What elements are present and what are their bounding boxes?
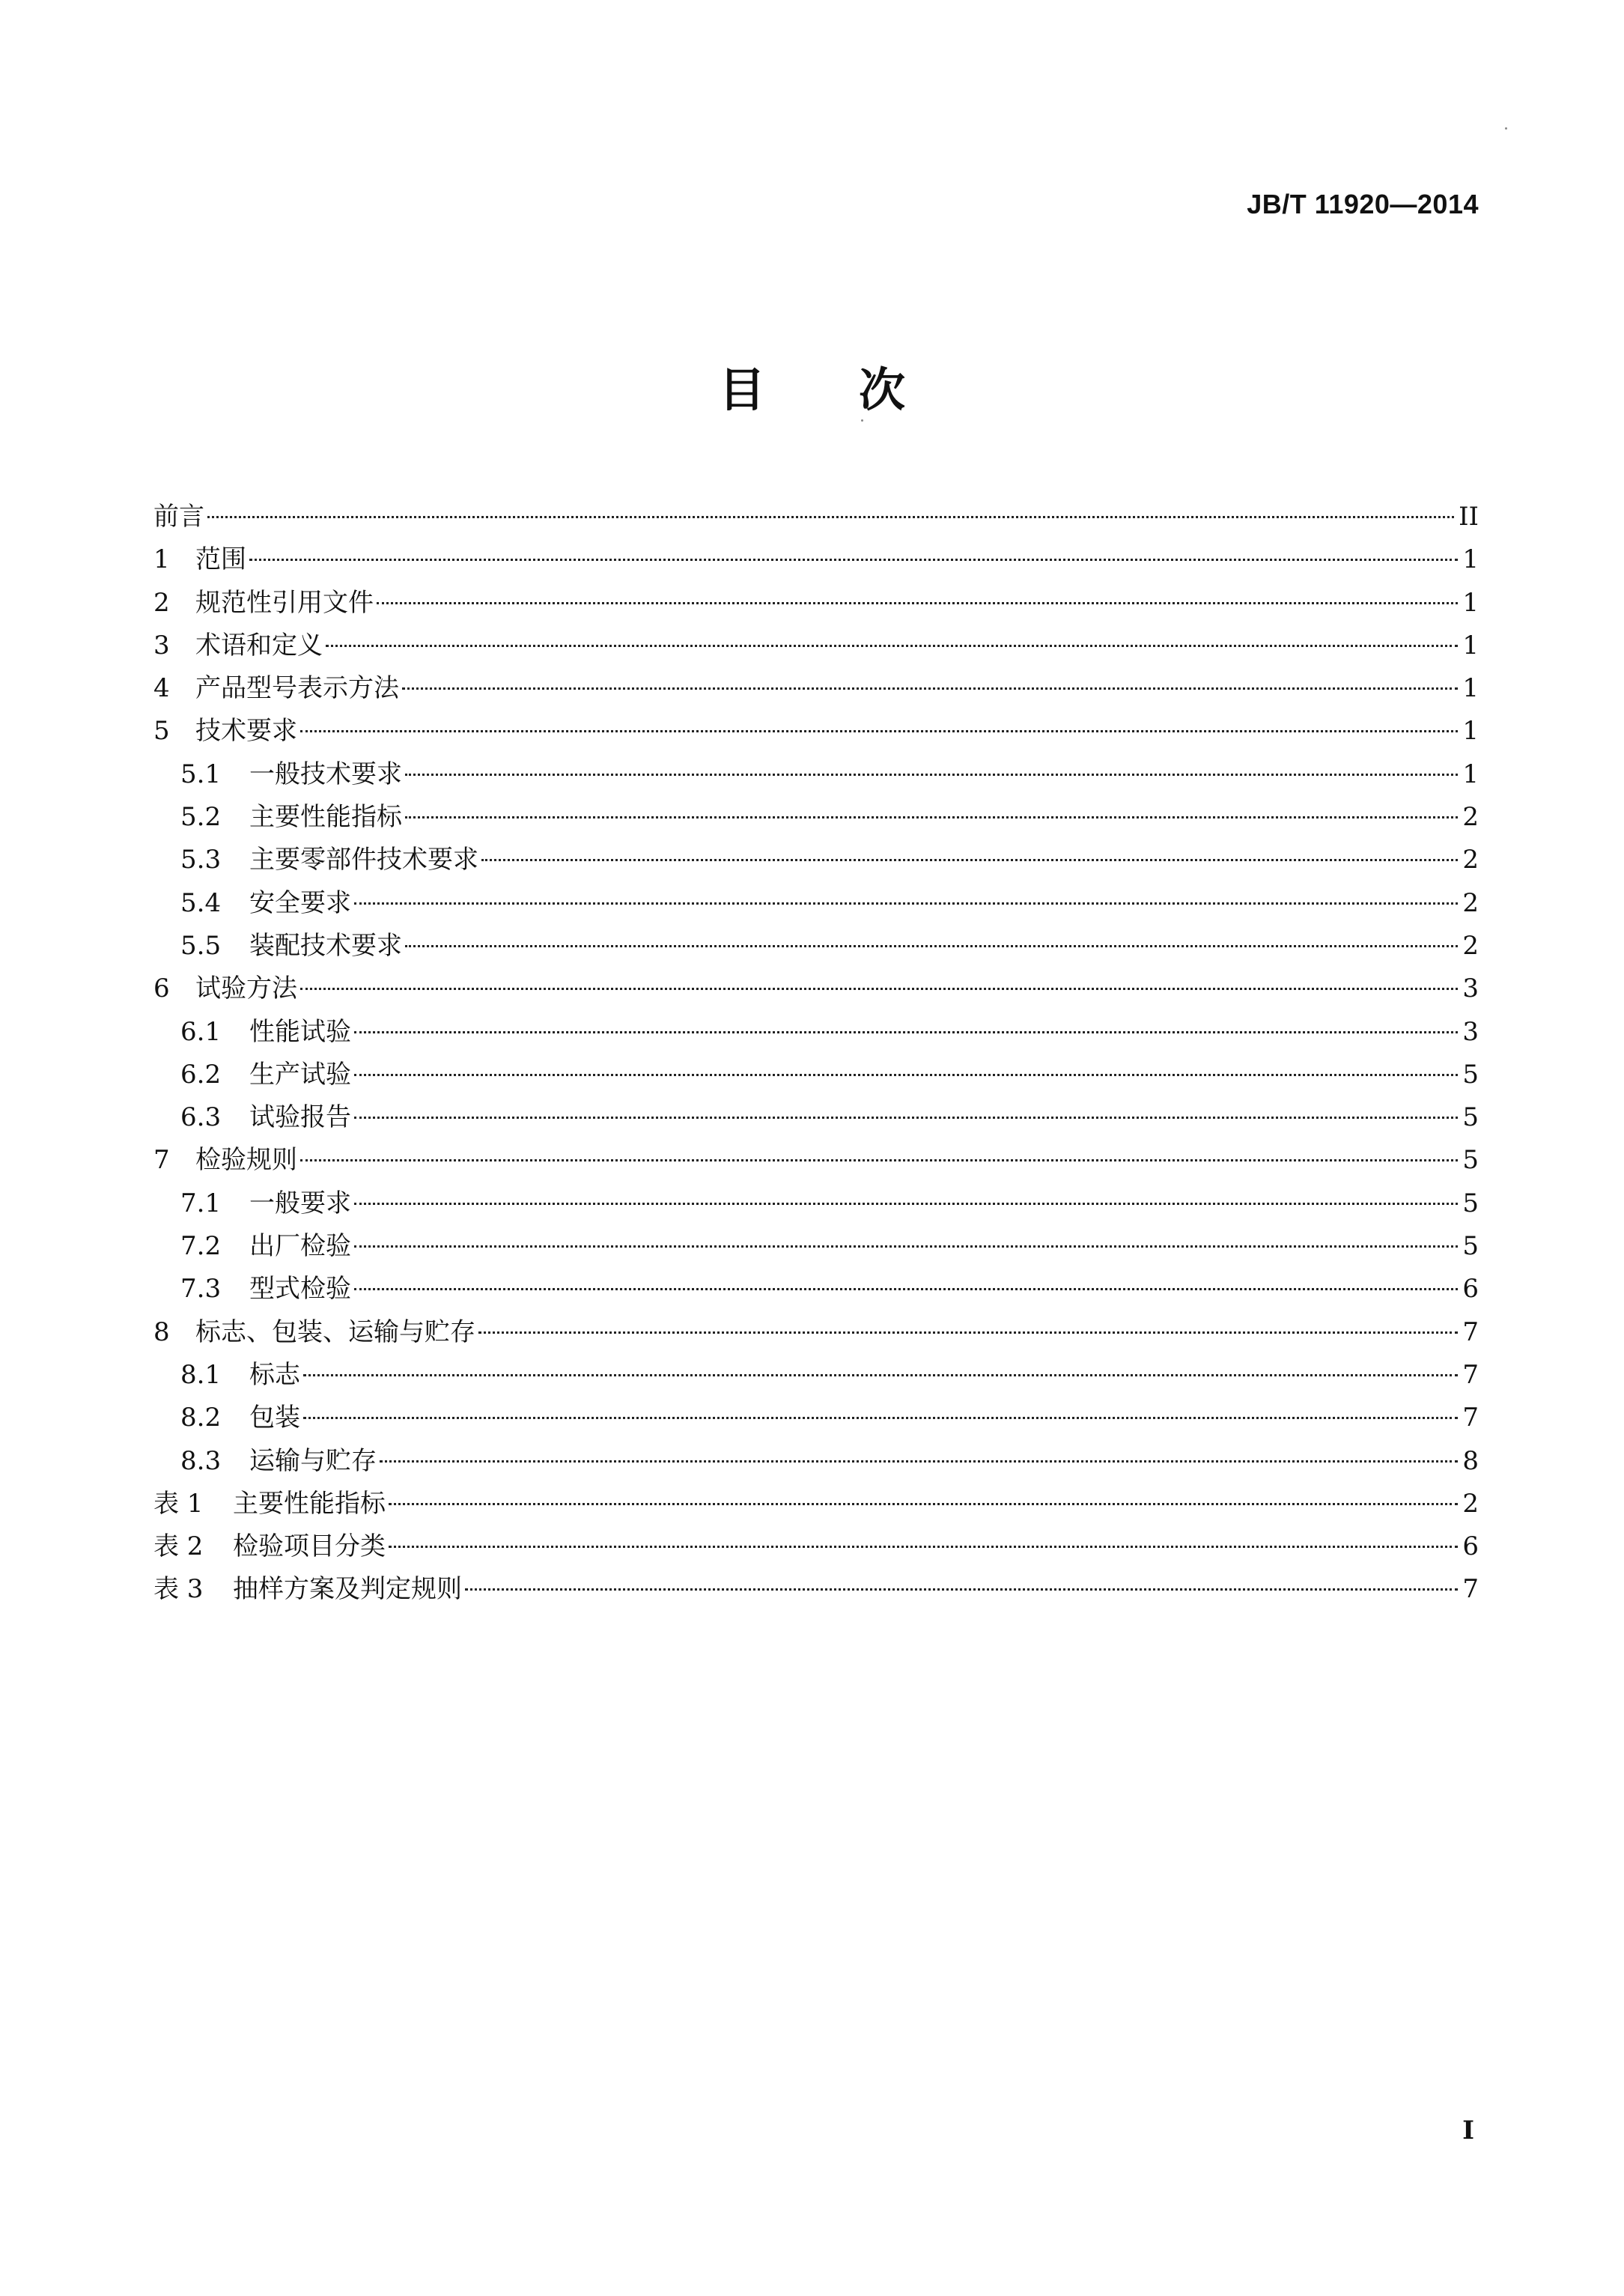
page-number: I — [1462, 2116, 1474, 2145]
toc-entry-page: 6 — [1462, 1531, 1479, 1562]
toc-entry[interactable] — [153, 1011, 1479, 1054]
toc-entry-number: 2 — [153, 587, 170, 618]
toc-entry[interactable] — [153, 1311, 1479, 1354]
toc-entry-title: 试验方法 — [195, 974, 297, 1004]
page-title: 目次 — [718, 362, 999, 417]
toc-entry-page: 7 — [1462, 1359, 1479, 1390]
toc-entry-title: 安全要求 — [249, 887, 351, 918]
toc-dot-leader — [405, 945, 1458, 947]
toc-dot-leader — [354, 1117, 1458, 1119]
toc-entry-title: 范围 — [195, 544, 246, 575]
toc-entry-title: 技术要求 — [195, 716, 297, 747]
toc-entry-number: 4 — [153, 673, 170, 704]
toc-entry-title: 一般技术要求 — [249, 759, 402, 789]
toc-entry[interactable] — [153, 1096, 1479, 1139]
toc-entry[interactable] — [153, 1483, 1479, 1525]
toc-entry-title: 标志 — [249, 1359, 300, 1390]
toc-entry-title: 包装 — [249, 1403, 300, 1433]
toc-entry[interactable] — [153, 625, 1479, 667]
toc-entry-title: 试验报告 — [249, 1102, 351, 1133]
toc-entry-number: 7.1 — [180, 1188, 222, 1218]
toc-entry-number: 表 1 — [153, 1488, 204, 1519]
toc-dot-leader — [300, 1159, 1458, 1161]
toc-entry[interactable] — [153, 1568, 1479, 1611]
toc-entry-number: 6 — [153, 974, 170, 1004]
toc-entry[interactable] — [153, 667, 1479, 710]
toc-entry-page: 2 — [1462, 1488, 1479, 1519]
toc-dot-leader — [389, 1546, 1458, 1548]
toc-entry-number: 5.5 — [180, 930, 222, 961]
toc-entry-title: 一般要求 — [249, 1188, 351, 1218]
toc-dot-leader — [354, 902, 1458, 905]
toc-dot-leader — [354, 1288, 1458, 1290]
toc-dot-leader — [478, 1331, 1458, 1334]
toc-entry[interactable] — [153, 538, 1479, 581]
toc-dot-leader — [326, 645, 1458, 647]
toc-dot-leader — [380, 1460, 1458, 1463]
toc-entry-number: 7.2 — [180, 1231, 222, 1262]
toc-entry-number: 6.1 — [180, 1016, 222, 1047]
toc-entry-title: 术语和定义 — [195, 630, 323, 660]
toc-entry-page: 5 — [1462, 1059, 1479, 1090]
toc-entry-page: 1 — [1462, 716, 1479, 747]
toc-entry[interactable] — [153, 925, 1479, 968]
toc-dot-leader — [354, 1203, 1458, 1205]
toc-entry-number: 8.1 — [180, 1359, 222, 1390]
standard-code: JB/T 11920—2014 — [1247, 189, 1479, 219]
toc-entry[interactable] — [153, 1182, 1479, 1225]
scan-speck — [1505, 127, 1507, 130]
toc-entry-title: 主要性能指标 — [233, 1488, 386, 1519]
toc-entry-page: 7 — [1462, 1316, 1479, 1347]
toc-entry-page: 3 — [1462, 1016, 1479, 1047]
toc-entry-title: 出厂检验 — [249, 1231, 351, 1262]
toc-entry-page: 7 — [1462, 1403, 1479, 1433]
toc-entry-page: 1 — [1462, 630, 1479, 660]
toc-dot-leader — [207, 516, 1454, 518]
toc-dot-leader — [481, 859, 1458, 861]
toc-entry-title: 标志、包装、运输与贮存 — [195, 1316, 475, 1347]
toc-entry-number: 1 — [153, 544, 170, 575]
toc-entry-page: 5 — [1462, 1145, 1479, 1176]
toc-dot-leader — [354, 1245, 1458, 1248]
toc-entry-page: 7 — [1462, 1574, 1479, 1605]
toc-entry[interactable] — [153, 710, 1479, 753]
toc-entry-number: 8.2 — [180, 1403, 222, 1433]
toc-entry[interactable] — [153, 753, 1479, 796]
toc-entry-page: 2 — [1462, 887, 1479, 918]
toc-entry[interactable] — [153, 1268, 1479, 1311]
toc-entry[interactable] — [153, 1054, 1479, 1096]
table-of-contents — [153, 496, 1479, 1612]
toc-entry-page: 6 — [1462, 1274, 1479, 1305]
toc-entry-page: 3 — [1462, 974, 1479, 1004]
toc-entry-number: 5.1 — [180, 759, 222, 789]
toc-dot-leader — [300, 988, 1458, 990]
toc-entry-title: 生产试验 — [249, 1059, 351, 1090]
toc-dot-leader — [377, 602, 1458, 604]
toc-entry-page: 1 — [1462, 759, 1479, 789]
toc-dot-leader — [354, 1074, 1458, 1076]
toc-entry-title: 运输与贮存 — [249, 1445, 377, 1476]
toc-dot-leader — [249, 559, 1458, 561]
toc-entry-page: 1 — [1462, 544, 1479, 575]
toc-entry-page: 2 — [1462, 845, 1479, 875]
toc-entry-number: 8 — [153, 1316, 170, 1347]
toc-entry-number: 6.2 — [180, 1059, 222, 1090]
toc-entry-title: 前言 — [153, 502, 204, 532]
toc-entry[interactable] — [153, 839, 1479, 881]
toc-entry-page: 1 — [1462, 587, 1479, 618]
toc-entry-title: 性能试验 — [249, 1016, 351, 1047]
toc-entry-number: 表 2 — [153, 1531, 204, 1562]
toc-entry-page: 5 — [1462, 1102, 1479, 1133]
toc-entry[interactable] — [153, 796, 1479, 839]
toc-entry[interactable] — [153, 968, 1479, 1010]
toc-entry-title: 型式检验 — [249, 1274, 351, 1305]
toc-entry-number: 6.3 — [180, 1102, 222, 1133]
toc-dot-leader — [303, 1374, 1458, 1376]
toc-entry-number: 5.3 — [180, 845, 222, 875]
toc-dot-leader — [405, 774, 1458, 776]
toc-entry-page: 5 — [1462, 1188, 1479, 1218]
toc-entry-number: 8.3 — [180, 1445, 222, 1476]
toc-entry[interactable] — [153, 882, 1479, 925]
toc-entry-number: 5 — [153, 716, 170, 747]
toc-entry-page: 5 — [1462, 1231, 1479, 1262]
toc-entry-page: 2 — [1462, 930, 1479, 961]
toc-entry-title: 主要性能指标 — [249, 802, 402, 833]
toc-entry[interactable] — [153, 1225, 1479, 1268]
toc-dot-leader — [465, 1588, 1458, 1591]
toc-entry[interactable] — [153, 1525, 1479, 1568]
toc-entry-page: 2 — [1462, 802, 1479, 833]
toc-entry[interactable] — [153, 1440, 1479, 1483]
toc-entry-number: 表 3 — [153, 1574, 204, 1605]
toc-entry-page: 1 — [1462, 673, 1479, 704]
toc-entry-title: 检验项目分类 — [233, 1531, 386, 1562]
toc-entry-page: II — [1459, 502, 1479, 532]
toc-entry[interactable] — [153, 1139, 1479, 1182]
toc-entry-title: 检验规则 — [195, 1145, 297, 1176]
toc-dot-leader — [389, 1503, 1458, 1505]
toc-entry[interactable] — [153, 1397, 1479, 1439]
toc-entry-number: 5.2 — [180, 802, 222, 833]
scan-speck — [861, 419, 863, 422]
toc-entry-number: 7.3 — [180, 1274, 222, 1305]
toc-entry-title: 抽样方案及判定规则 — [233, 1574, 462, 1605]
toc-dot-leader — [405, 816, 1458, 819]
toc-dot-leader — [303, 1417, 1458, 1419]
toc-dot-leader — [300, 730, 1458, 732]
toc-entry-title: 产品型号表示方法 — [195, 673, 399, 704]
toc-dot-leader — [354, 1031, 1458, 1033]
toc-entry-number: 3 — [153, 630, 170, 660]
toc-dot-leader — [402, 687, 1458, 690]
toc-entry-title: 主要零部件技术要求 — [249, 845, 478, 875]
toc-entry[interactable] — [153, 496, 1479, 538]
toc-entry[interactable] — [153, 1354, 1479, 1397]
toc-entry-number: 5.4 — [180, 887, 222, 918]
toc-entry-page: 8 — [1462, 1445, 1479, 1476]
toc-entry-title: 规范性引用文件 — [195, 587, 374, 618]
toc-entry-number: 7 — [153, 1145, 170, 1176]
toc-entry[interactable] — [153, 582, 1479, 625]
toc-entry-title: 装配技术要求 — [249, 930, 402, 961]
